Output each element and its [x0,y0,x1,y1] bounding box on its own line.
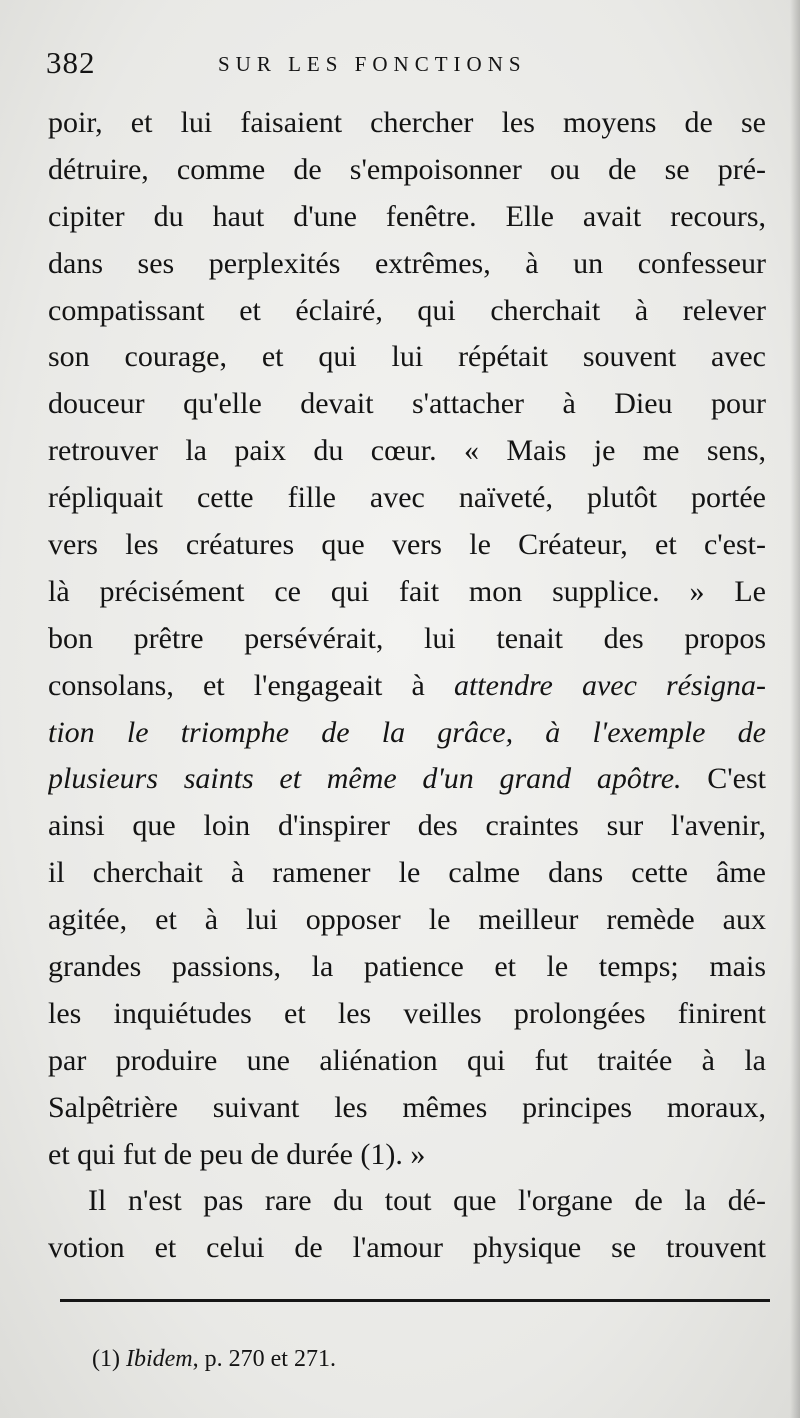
text-segment: votion et celui de l'amour physique se trouvent [48,1231,766,1265]
text-line [48,1085,766,1132]
text-segment: les inquiétudes et les veilles prolongées finirent [48,996,766,1030]
text-segment: consolans, et l'engageait à [48,668,454,702]
text-segment: là précisément ce qui fait mon supplice. » Le [48,574,766,608]
text-line [48,288,766,335]
text-line [48,850,766,897]
text-segment: son courage, et qui lui répétait souvent avec [48,340,766,374]
footnote-source: Ibidem [125,1346,193,1372]
italic-segment: tion le triomphe de la grâce, à l'exemple de [48,715,766,749]
text-segment: C'est [681,762,766,796]
text-line [48,1132,766,1179]
page-number: 382 [46,45,96,80]
text-segment: cipiter du haut d'une fenêtre. Elle avait recours, [48,199,766,233]
text-segment: et qui fut de peu de durée (1). » [48,1137,426,1171]
italic-segment: plusieurs saints et même d'un grand apôtre. [48,762,682,796]
text-line [48,1038,766,1085]
text-line [48,428,766,475]
text-line [48,522,766,569]
text-line [48,756,766,803]
text-line [48,991,766,1038]
text-line [48,663,766,710]
text-segment: dans ses perplexités extrêmes, à un confesseur [48,246,766,280]
text-segment: compatissant et éclairé, qui cherchait à relever [48,293,766,327]
text-segment: il cherchait à ramener le calme dans cette âme [48,856,766,890]
running-head: SUR LES FONCTIONS [218,52,527,76]
footnote-rule [60,1299,770,1302]
text-line [48,944,766,991]
text-segment: douceur qu'elle devait s'attacher à Dieu pour [48,387,766,421]
text-segment: grandes passions, la patience et le temps; mais [48,950,766,984]
text-line [48,241,766,288]
text-line [48,475,766,522]
text-line [48,100,766,147]
text-line [48,710,766,757]
body-text [48,100,766,1272]
footnote-marker: (1) [92,1346,126,1372]
text-segment: agitée, et à lui opposer le meilleur remède aux [48,903,766,937]
footnote [92,1342,336,1376]
text-segment: Il n'est pas rare du tout que l'organe de la dé- [88,1184,766,1218]
text-segment: vers les créatures que vers le Créateur, et c'est- [48,528,766,562]
text-line [48,1225,766,1272]
text-line [48,803,766,850]
text-segment: retrouver la paix du cœur. « Mais je me sens, [48,434,766,468]
footnote-reference: , p. 270 et 271. [192,1346,336,1372]
text-line [48,381,766,428]
text-segment: détruire, comme de s'empoisonner ou de se pré- [48,152,766,186]
text-line [48,194,766,241]
italic-segment: attendre avec résigna- [453,668,766,702]
text-line [48,897,766,944]
page-header [46,46,766,80]
text-line [48,616,766,663]
text-segment: répliquait cette fille avec naïveté, plutôt portée [48,481,766,515]
text-segment: ainsi que loin d'inspirer des craintes sur l'avenir, [48,809,766,843]
text-segment: par produire une aliénation qui fut traitée à la [48,1043,766,1077]
text-line [48,334,766,381]
page-edge-shadow [790,0,800,1418]
text-line [48,569,766,616]
text-segment: Salpêtrière suivant les mêmes principes moraux, [48,1090,766,1124]
text-segment: bon prêtre persévérait, lui tenait des propos [48,621,766,655]
text-line [48,147,766,194]
text-segment: poir, et lui faisaient chercher les moyens de se [48,106,766,139]
text-line [48,1178,766,1225]
